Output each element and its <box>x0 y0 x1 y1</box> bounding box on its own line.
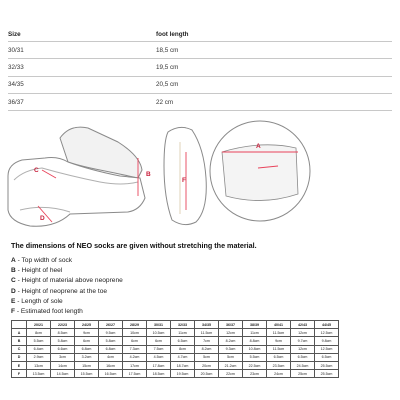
corner-cell <box>12 321 27 329</box>
measurement-cell: 18.7cm <box>171 361 195 369</box>
foot-length-header: foot length <box>156 28 392 42</box>
measurement-cell: 8cm <box>27 329 51 337</box>
measurement-cell: 22cm <box>219 370 243 378</box>
measurement-cell: 9.3cm <box>219 345 243 353</box>
sock-measurement-illustration <box>0 118 400 230</box>
measurement-cell: 23cm <box>243 370 267 378</box>
dimension-legend <box>11 256 123 317</box>
measurement-cell: 14.5cm <box>51 370 75 378</box>
measurement-cell: 8cm <box>171 345 195 353</box>
measurement-cell: 12.5cm <box>315 329 339 337</box>
size-column-header: 28/29 <box>123 321 147 329</box>
measurement-cell: 20cm <box>195 361 219 369</box>
size-column-header: 38/39 <box>243 321 267 329</box>
size-table <box>8 28 392 111</box>
measurement-cell: 4cm <box>99 353 123 361</box>
measurement-cell: 20.5cm <box>195 370 219 378</box>
row-label: E <box>12 361 27 369</box>
measurement-cell: 2.9cm <box>27 353 51 361</box>
size-cell: 30/31 <box>8 42 156 59</box>
foot-length-cell: 22 cm <box>156 93 392 110</box>
measurement-cell: 15cm <box>75 361 99 369</box>
legend-item <box>11 276 123 286</box>
legend-text: - Estimated foot length <box>15 308 83 316</box>
size-column-header: 34/35 <box>195 321 219 329</box>
size-column-header: 22/23 <box>51 321 75 329</box>
size-table-header <box>8 28 392 42</box>
legend-text: - Top width of sock <box>15 257 73 264</box>
legend-item <box>11 266 123 276</box>
measurement-cell: 6cm <box>123 337 147 345</box>
table-row <box>8 42 392 59</box>
table-row <box>12 370 339 378</box>
measurement-cell: 15.5cm <box>75 370 99 378</box>
label-c: C <box>34 167 39 174</box>
legend-text: - Height of heel <box>15 267 63 275</box>
measurement-cell: 25cm <box>291 370 315 378</box>
sock-detail-view <box>210 121 310 221</box>
size-cell: 34/35 <box>8 76 156 93</box>
measurement-cell: 4.7cm <box>171 353 195 361</box>
table-row <box>12 337 339 345</box>
label-a: A <box>256 143 261 150</box>
measurement-cell: 9.5cm <box>99 329 123 337</box>
size-column-header: 44/45 <box>315 321 339 329</box>
label-b: B <box>146 171 151 178</box>
measurement-cell: 21.2cm <box>219 361 243 369</box>
legend-key: B <box>11 267 16 275</box>
size-cell: 32/33 <box>8 59 156 76</box>
size-column-header: 30/31 <box>147 321 171 329</box>
row-label: F <box>12 370 27 378</box>
measurement-cell: 11.5cm <box>267 329 291 337</box>
measurement-header-row <box>12 321 339 329</box>
sock-side-views <box>8 127 145 226</box>
measurement-cell: 17.5cm <box>123 370 147 378</box>
measurement-cell: 7.5cm <box>147 345 171 353</box>
legend-key: F <box>11 308 16 316</box>
foot-length-cell: 18,5 cm <box>156 42 392 59</box>
measurement-cell: 9cm <box>75 329 99 337</box>
measurement-cell: 24.5cm <box>291 361 315 369</box>
measurement-cell: 5cm <box>219 353 243 361</box>
legend-item <box>11 256 123 266</box>
measurement-cell: 6.5cm <box>291 353 315 361</box>
measurement-cell: 12cm <box>219 329 243 337</box>
measurement-cell: 18.5cm <box>147 370 171 378</box>
table-row <box>8 93 392 110</box>
measurement-cell: 8.2cm <box>219 337 243 345</box>
measurement-cell: 11cm <box>243 329 267 337</box>
legend-item <box>11 297 123 307</box>
legend-text: - Height of neoprene at the toe <box>15 287 108 295</box>
measurement-cell: 5cm <box>195 353 219 361</box>
measurement-cell: 16.5cm <box>99 370 123 378</box>
measurement-cell: 5.5cm <box>27 337 51 345</box>
measurement-cell: 6.4cm <box>27 345 51 353</box>
legend-key: E <box>11 297 16 305</box>
measurement-cell: 5.8cm <box>51 337 75 345</box>
measurement-cell: 12cm <box>291 329 315 337</box>
measurement-cell: 6.8cm <box>75 345 99 353</box>
measurement-cell: 7cm <box>195 337 219 345</box>
measurement-cell: 9.7cm <box>291 337 315 345</box>
measurement-cell: 6cm <box>147 337 171 345</box>
measurement-cell: 12.5cm <box>315 345 339 353</box>
measurement-cell: 11.5cm <box>195 329 219 337</box>
row-label: D <box>12 353 27 361</box>
legend-key: A <box>11 257 16 264</box>
measurement-cell: 3.2cm <box>75 353 99 361</box>
measurement-cell: 13.5cm <box>27 370 51 378</box>
row-label: A <box>12 329 27 337</box>
measurement-cell: 9.8cm <box>315 337 339 345</box>
size-column-header: 32/33 <box>171 321 195 329</box>
dimensions-heading: The dimensions of NEO socks are given without stretching the material. <box>11 241 257 250</box>
foot-length-cell: 19,5 cm <box>156 59 392 76</box>
measurement-cell: 9cm <box>267 337 291 345</box>
measurement-cell: 6.5cm <box>267 353 291 361</box>
measurement-cell: 24cm <box>267 370 291 378</box>
legend-item <box>11 287 123 297</box>
size-header: Size <box>8 28 156 42</box>
row-label: B <box>12 337 27 345</box>
row-label: C <box>12 345 27 353</box>
measurement-cell: 17cm <box>123 361 147 369</box>
size-column-header: 24/25 <box>75 321 99 329</box>
legend-text: - Length of sole <box>15 297 63 305</box>
table-row <box>12 345 339 353</box>
measurement-cell: 8.5cm <box>51 329 75 337</box>
measurement-table <box>11 320 339 378</box>
size-column-header: 42/43 <box>291 321 315 329</box>
measurement-cell: 10.8cm <box>243 345 267 353</box>
measurement-cell: 11cm <box>171 329 195 337</box>
size-column-header: 36/37 <box>219 321 243 329</box>
foot-length-cell: 20,5 cm <box>156 76 392 93</box>
measurement-cell: 3cm <box>51 353 75 361</box>
size-cell: 36/37 <box>8 93 156 110</box>
measurement-cell: 6.6cm <box>51 345 75 353</box>
table-row <box>12 329 339 337</box>
measurement-cell: 8.8cm <box>243 337 267 345</box>
measurement-cell: 6.5cm <box>315 353 339 361</box>
legend-key: D <box>11 287 16 295</box>
size-column-header: 26/27 <box>99 321 123 329</box>
measurement-cell: 13cm <box>27 361 51 369</box>
table-row <box>12 361 339 369</box>
table-row <box>12 353 339 361</box>
size-column-header: 40/41 <box>267 321 291 329</box>
measurement-cell: 5.5cm <box>243 353 267 361</box>
legend-key: C <box>11 277 16 285</box>
measurement-cell: 10.5cm <box>147 329 171 337</box>
sock-top-view <box>164 127 206 224</box>
legend-text: - Height of material above neoprene <box>15 277 123 285</box>
label-d: D <box>40 215 45 222</box>
measurement-cell: 22.5cm <box>243 361 267 369</box>
measurement-cell: 25.5cm <box>315 361 339 369</box>
measurement-cell: 17.8cm <box>147 361 171 369</box>
measurement-cell: 23.5cm <box>267 361 291 369</box>
measurement-cell: 11.5cm <box>267 345 291 353</box>
measurement-cell: 19.5cm <box>171 370 195 378</box>
measurement-cell: 10cm <box>123 329 147 337</box>
measurement-cell: 5.8cm <box>99 337 123 345</box>
label-f: F <box>182 177 186 184</box>
measurement-cell: 6cm <box>75 337 99 345</box>
measurement-cell: 12cm <box>291 345 315 353</box>
table-row <box>8 59 392 76</box>
measurement-cell: 6.5cm <box>171 337 195 345</box>
measurement-cell: 8.2cm <box>195 345 219 353</box>
size-column-header: 20/21 <box>27 321 51 329</box>
measurement-cell: 14cm <box>51 361 75 369</box>
measurement-cell: 4.2cm <box>123 353 147 361</box>
legend-item <box>11 307 123 317</box>
table-row <box>8 76 392 93</box>
measurement-cell: 6.8cm <box>99 345 123 353</box>
measurement-cell: 25.5cm <box>315 370 339 378</box>
measurement-cell: 4.5cm <box>147 353 171 361</box>
measurement-cell: 7.3cm <box>123 345 147 353</box>
measurement-cell: 16cm <box>99 361 123 369</box>
